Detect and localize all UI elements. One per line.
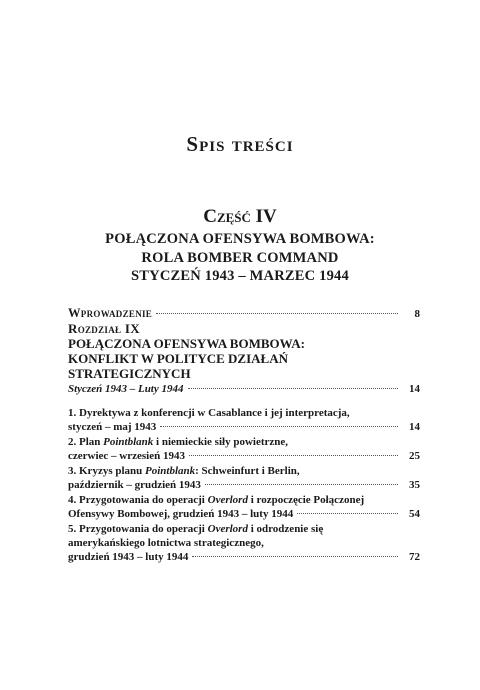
dot-leader [205, 484, 398, 485]
section-italic-text: Pointblank [103, 436, 154, 448]
dot-leader [192, 556, 398, 557]
toc-entry-intro[interactable] [68, 306, 420, 321]
section-italic-text: Overlord [207, 494, 248, 506]
page-number: 14 [409, 421, 420, 433]
section-text-line: październik – grudzień 1943 [68, 479, 201, 491]
page-number: 14 [409, 383, 420, 395]
page-number: 54 [409, 508, 420, 520]
toc-entry-chapter[interactable] [68, 321, 420, 395]
part-title-line: POŁĄCZONA OFENSYWA BOMBOWA: [105, 231, 375, 247]
section-text-line [68, 522, 420, 536]
toc-section-2[interactable] [68, 435, 420, 463]
section-text-line: Ofensywy Bombowej, grudzień 1943 – luty 1944 [68, 508, 294, 520]
page-number: 25 [409, 450, 420, 462]
page-number: 8 [414, 308, 420, 320]
part-title-line: ROLA BOMBER COMMAND [141, 250, 339, 266]
dot-leader [189, 455, 398, 456]
section-text-line: czerwiec – wrzesień 1943 [68, 450, 185, 462]
toc-title: Spis treści [186, 132, 294, 156]
chapter-label: Rozdział IX [68, 321, 140, 336]
dot-leader [160, 426, 398, 427]
chapter-title-line: POŁĄCZONA OFENSYWA BOMBOWA: [68, 336, 305, 351]
page-number: 35 [409, 479, 420, 491]
dot-leader [188, 388, 399, 389]
intro-label: Wprowadzenie [68, 306, 153, 320]
section-text-line [68, 464, 420, 478]
section-text-line: grudzień 1943 – luty 1944 [68, 551, 189, 563]
section-text: i niemieckie siły powietrzne, [153, 436, 289, 448]
section-italic-text: Overlord [207, 523, 248, 535]
section-text-line: 1. Dyrektywa z konferencji w Casablance i jej interpretacja, [68, 407, 350, 419]
section-text-line: styczeń – maj 1943 [68, 421, 157, 433]
section-text-line [68, 435, 420, 449]
section-text: : Schweinfurt i Berlin, [195, 465, 300, 477]
section-text: 4. Przygotowania do operacji [68, 494, 208, 506]
section-text: 5. Przygotowania do operacji [68, 523, 208, 535]
page-number: 72 [409, 551, 420, 563]
dot-leader [297, 513, 398, 514]
toc-section-4[interactable] [68, 493, 420, 521]
section-text: i rozpoczęcie Połączonej [247, 494, 365, 506]
section-text-line [68, 493, 420, 507]
section-text: 3. Kryzys planu [68, 465, 146, 477]
chapter-date-range: Styczeń 1943 – Luty 1944 [68, 383, 184, 395]
section-text: i odrodzenie się [247, 523, 324, 535]
part-label: Część IV [203, 206, 277, 227]
chapter-title-line: KONFLIKT W POLITYCE DZIAŁAŃ [68, 351, 288, 366]
section-text-line: amerykańskiego lotnictwa strategicznego, [68, 537, 264, 549]
toc-section-5[interactable] [68, 522, 420, 564]
dot-leader [156, 313, 398, 314]
section-text: 2. Plan [68, 436, 104, 448]
section-italic-text: Pointblank [145, 465, 196, 477]
toc-section-3[interactable] [68, 464, 420, 492]
toc-section-1[interactable] [68, 406, 420, 434]
chapter-title-line: STRATEGICZNYCH [68, 366, 191, 381]
part-title-line: STYCZEŃ 1943 – MARZEC 1944 [131, 268, 349, 284]
